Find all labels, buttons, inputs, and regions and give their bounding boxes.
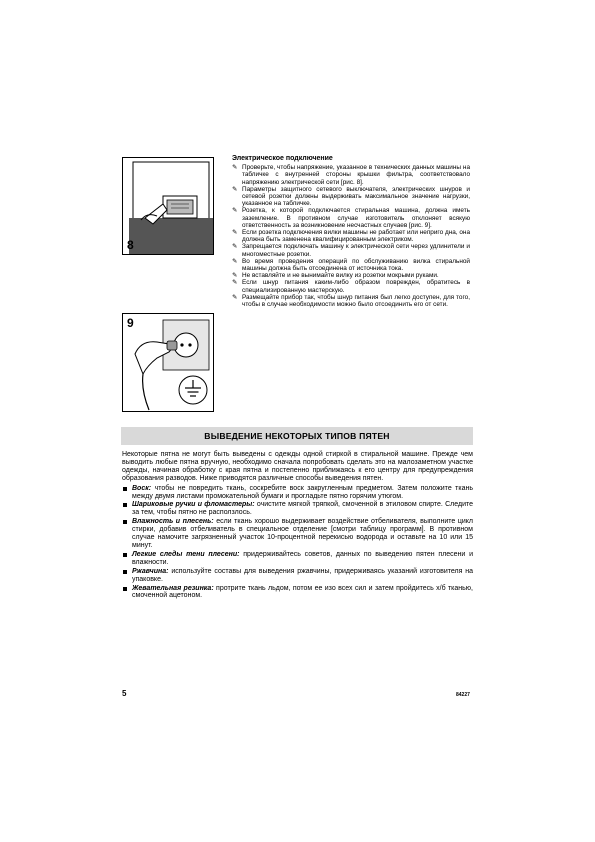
list-item: ✎ Розетка, к которой подключается стиральная машина, должна иметь заземление. В противном случае изготовитель отклоняет всякую ответственность за возникновение несчастных случаев [рис. 9]. <box>232 207 470 229</box>
list-item: ✎ Если шнур питания каким-либо образом поврежден, обратитесь в специализированную мастерскую. <box>232 279 470 294</box>
list-item: ✎ Запрещается подключать машину к электрической сети через удлинители и многоместные розетки. <box>232 243 470 258</box>
pencil-bullet-icon: ✎ <box>232 272 238 280</box>
stain-removal-header: ВЫВЕДЕНИЕ НЕКОТОРЫХ ТИПОВ ПЯТЕН <box>121 427 473 445</box>
list-item: Ржавчина: используйте составы для выведения ржавчины, придерживаясь указаний изготовителя на упаковке. <box>122 568 473 584</box>
pencil-bullet-icon: ✎ <box>232 207 238 215</box>
intro-paragraph: Некоторые пятна не могут быть выведены с одежды одной стиркой в стиральной машине. Прежде чем выводить любые пятна вручную, необходимо сначала попробовать сделать это на малозаметном участке одежды, начиная обработку с края пятна и постепенно приближаясь к его центру для предупреждения образования разводов. Ниже приводятся различные способы выведения пятен. <box>122 451 473 482</box>
list-item: ✎ Проверьте, чтобы напряжение, указанное в технических данных машины на табличке с внутренней стороны крышки фильтра, соответствовало напряжению электрической сети [рис. 8]. <box>232 164 470 186</box>
pencil-bullet-icon: ✎ <box>232 229 238 237</box>
page-number: 5 <box>122 689 127 698</box>
stain-types-list <box>122 485 473 601</box>
square-bullet-icon <box>123 587 127 591</box>
pencil-bullet-icon: ✎ <box>232 164 238 172</box>
list-item: Шариковые ручки и фломастеры: очистите мягкой тряпкой, смоченной в этиловом спирте. Следите за тем, чтобы пятно не расползлось. <box>122 501 473 517</box>
figure-9 <box>122 313 214 412</box>
electrical-connection-title: Электрическое подключение <box>232 155 333 162</box>
list-item: Воск: чтобы не повредить ткань, соскребите воск закругленным предметом. Затем положите ткань между двумя листами промокательной бумаги и прогладьте пятно горячим утюгом. <box>122 485 473 501</box>
figure-8-number: 8 <box>127 238 134 252</box>
list-item: ✎ Не вставляйте и не вынимайте вилку из розетки мокрыми руками. <box>232 272 439 280</box>
pencil-bullet-icon: ✎ <box>232 293 238 301</box>
pencil-bullet-icon: ✎ <box>232 243 238 251</box>
pencil-bullet-icon: ✎ <box>232 279 238 287</box>
document-code: 84227 <box>456 692 470 698</box>
list-item: ✎ Размещайте прибор так, чтобы шнур питания был легко доступен, для того, чтобы в случае необходимости можно было отсоединить его от сети. <box>232 293 470 309</box>
grounded-plug-illustration <box>123 314 213 411</box>
list-item: Влажность и плесень: если ткань хорошо выдерживает воздействие отбеливателя, выполните цикл стирки, добавив отбеливатель в специальное отделение [смотри таблицу программ]. В противном случае намочите загрязненный участок 10-процентной перекисью водорода и оставьте на 10 или 15 минут. <box>122 518 473 550</box>
square-bullet-icon <box>123 520 127 524</box>
square-bullet-icon <box>123 570 127 574</box>
figure-8 <box>122 157 214 255</box>
list-item: Легкие следы тени плесени: придерживайтесь советов, данных по выведению пятен плесени и влажности. <box>122 551 473 567</box>
list-item: ✎ Параметры защитного сетевого выключателя, электрических шнуров и сетевой розетки должны выдерживать максимальное значение нагрузки, указанное на табличке. <box>232 185 470 208</box>
square-bullet-icon <box>123 487 127 491</box>
list-item: Жевательная резинка: протрите ткань льдом, потом ее изо всех сил и затем пройдитесь х/б тканью, смоченной ацетоном. <box>122 585 473 601</box>
washing-machine-filter-illustration <box>123 158 213 254</box>
pencil-bullet-icon: ✎ <box>232 185 238 193</box>
list-item: ✎ Если розетка подключения вилки машины не работает или неприго дна, она должна быть заменена квалифицированным электриком. <box>232 229 470 244</box>
list-item: ✎ Во время проведения операций по обслуживанию вилка стиральной машины должна быть отсоединена от источника тока. <box>232 257 470 273</box>
square-bullet-icon <box>123 553 127 557</box>
pencil-bullet-icon: ✎ <box>232 257 238 265</box>
electrical-connection-section <box>232 155 470 308</box>
square-bullet-icon <box>123 503 127 507</box>
electrical-instructions-list <box>232 164 470 308</box>
stain-removal-section <box>122 451 473 601</box>
figure-9-number: 9 <box>127 316 134 330</box>
